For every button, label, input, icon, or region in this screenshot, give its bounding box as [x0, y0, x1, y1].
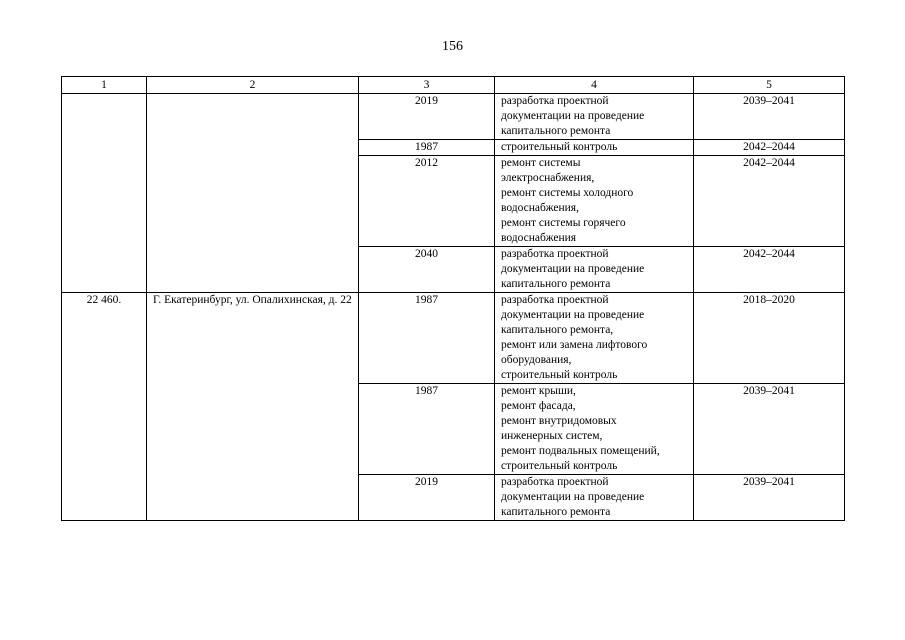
work-type-line: капитального ремонта — [501, 125, 611, 137]
work-type-line: ремонт системы — [501, 157, 581, 169]
year-cell: 1987 — [359, 293, 495, 384]
work-type-cell — [495, 247, 694, 293]
work-type-cell — [495, 140, 694, 156]
work-type-line: документации на проведение — [501, 263, 645, 275]
work-type-line: строительный контроль — [501, 460, 618, 472]
planned-period-cell: 2039–2041 — [694, 384, 845, 475]
work-type-line: ремонт или замена лифтового — [501, 339, 648, 351]
work-type-cell — [495, 94, 694, 140]
work-type-line: разработка проектной — [501, 294, 609, 306]
work-type-line: водоснабжения, — [501, 202, 579, 214]
capital-repair-table — [61, 76, 845, 521]
work-type-line: документации на проведение — [501, 309, 645, 321]
work-type-line: разработка проектной — [501, 95, 609, 107]
work-type-line: ремонт подвальных помещений, — [501, 445, 660, 457]
work-type-line: разработка проектной — [501, 248, 609, 260]
year-cell: 2019 — [359, 475, 495, 521]
work-type-line: ремонт фасада, — [501, 400, 576, 412]
work-type-cell — [495, 475, 694, 521]
planned-period-cell: 2042–2044 — [694, 140, 845, 156]
work-type-line: строительный контроль — [501, 369, 618, 381]
work-type-cell — [495, 384, 694, 475]
work-type-line: документации на проведение — [501, 110, 645, 122]
work-type-line: ремонт внутридомовых — [501, 415, 617, 427]
work-type-line: ремонт крыши, — [501, 385, 576, 397]
work-type-line: ремонт системы горячего — [501, 217, 626, 229]
address-cell: Г. Екатеринбург, ул. Опалихинская, д. 22 — [147, 293, 359, 521]
item-number-cell — [62, 94, 147, 293]
year-cell: 2040 — [359, 247, 495, 293]
work-type-line: документации на проведение — [501, 491, 645, 503]
work-type-line: оборудования, — [501, 354, 572, 366]
year-cell: 1987 — [359, 140, 495, 156]
header-cell-col-5: 5 — [694, 77, 845, 94]
planned-period-cell: 2039–2041 — [694, 475, 845, 521]
work-type-line: инженерных систем, — [501, 430, 603, 442]
header-cell-col-1: 1 — [62, 77, 147, 94]
planned-period-cell: 2018–2020 — [694, 293, 845, 384]
table-row — [62, 293, 845, 384]
work-type-cell — [495, 293, 694, 384]
work-type-line: капитального ремонта, — [501, 324, 614, 336]
planned-period-cell: 2039–2041 — [694, 94, 845, 140]
table-row — [62, 94, 845, 140]
planned-period-cell: 2042–2044 — [694, 156, 845, 247]
year-cell: 2019 — [359, 94, 495, 140]
work-type-line: строительный контроль — [501, 141, 618, 153]
address-cell — [147, 94, 359, 293]
page-number: 156 — [442, 39, 463, 54]
work-type-line: водоснабжения — [501, 232, 577, 244]
work-type-line: разработка проектной — [501, 476, 609, 488]
table-header-row — [62, 77, 845, 94]
header-cell-col-2: 2 — [147, 77, 359, 94]
item-number-cell: 22 460. — [62, 293, 147, 521]
work-type-line: капитального ремонта — [501, 278, 611, 290]
work-type-line: электроснабжения, — [501, 172, 595, 184]
header-cell-col-3: 3 — [359, 77, 495, 94]
header-cell-col-4: 4 — [495, 77, 694, 94]
planned-period-cell: 2042–2044 — [694, 247, 845, 293]
work-type-line: капитального ремонта — [501, 506, 611, 518]
work-type-line: ремонт системы холодного — [501, 187, 634, 199]
year-cell: 2012 — [359, 156, 495, 247]
work-type-cell — [495, 156, 694, 247]
year-cell: 1987 — [359, 384, 495, 475]
